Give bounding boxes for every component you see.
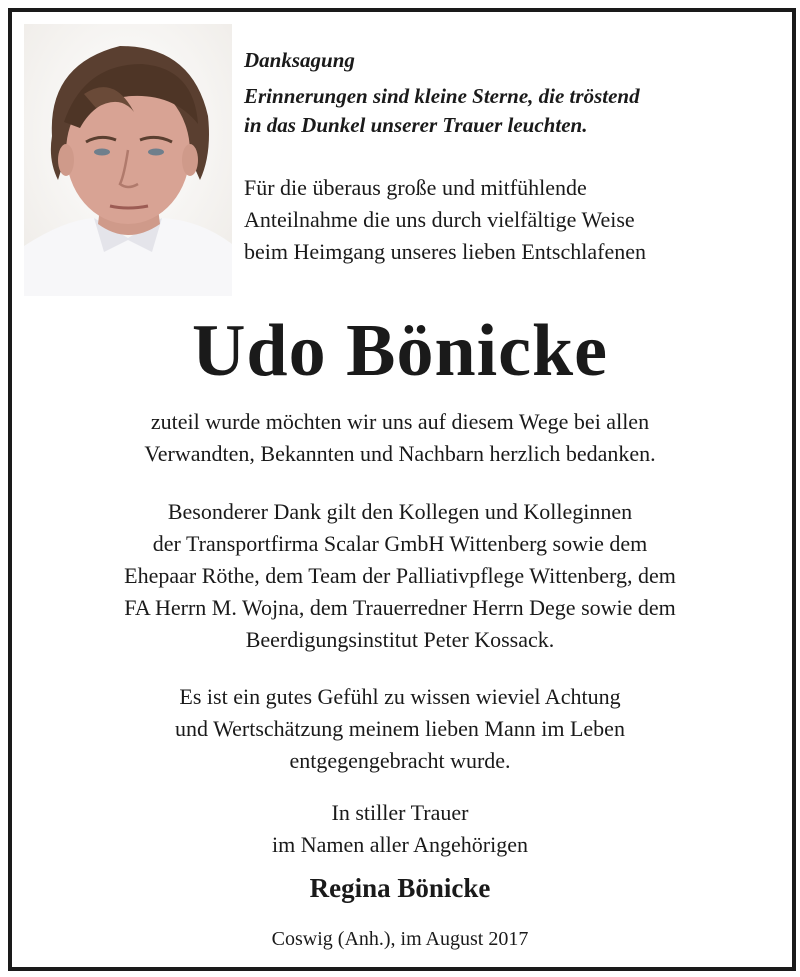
special-thanks-line: FA Herrn M. Wojna, dem Trauerredner Herrn Dege sowie dem (124, 595, 676, 620)
feeling-text (0, 681, 800, 777)
heading: Danksagung (244, 48, 355, 72)
special-thanks-line: Beerdigungsinstitut Peter Kossack. (245, 627, 555, 652)
place-date: Coswig (Anh.), im August 2017 (271, 928, 529, 950)
special-thanks-line: Ehepaar Röthe, dem Team der Palliativpflege Wittenberg, dem (124, 563, 676, 588)
feeling-line: Es ist ein gutes Gefühl zu wissen wieviel Achtung (179, 684, 621, 709)
intro-line: Anteilnahme die uns durch vielfältige Weise (244, 207, 635, 232)
quote-line: in das Dunkel unserer Trauer leuchten. (244, 113, 588, 137)
signer-name: Regina Bönicke (309, 873, 491, 903)
intro-line: beim Heimgang unseres lieben Entschlafenen (244, 239, 646, 264)
mourning-text (0, 797, 800, 861)
special-thanks-text (0, 496, 800, 656)
intro-text (244, 172, 784, 268)
mourning-line: im Namen aller Angehörigen (272, 832, 528, 857)
mourning-line: In stiller Trauer (331, 800, 469, 825)
feeling-line: entgegengebracht wurde. (289, 748, 511, 773)
feeling-line: und Wertschätzung meinem lieben Mann im Leben (175, 716, 625, 741)
special-thanks-line: Besonderer Dank gilt den Kollegen und Kolleginnen (167, 499, 633, 524)
heading-block (244, 46, 784, 140)
special-thanks-line: der Transportfirma Scalar GmbH Wittenberg sowie dem (152, 531, 648, 556)
quote-line: Erinnerungen sind kleine Sterne, die tröstend (244, 84, 640, 108)
deceased-name: Udo Bönicke (191, 310, 608, 392)
portrait-photo (24, 24, 232, 296)
intro-line: Für die überaus große und mitfühlende (244, 175, 587, 200)
thanks-text (0, 406, 800, 470)
thanks-line: zuteil wurde möchten wir uns auf diesem Wege bei allen (150, 409, 650, 434)
quote (244, 82, 784, 140)
thanks-line: Verwandten, Bekannten und Nachbarn herzlich bedanken. (144, 441, 656, 466)
